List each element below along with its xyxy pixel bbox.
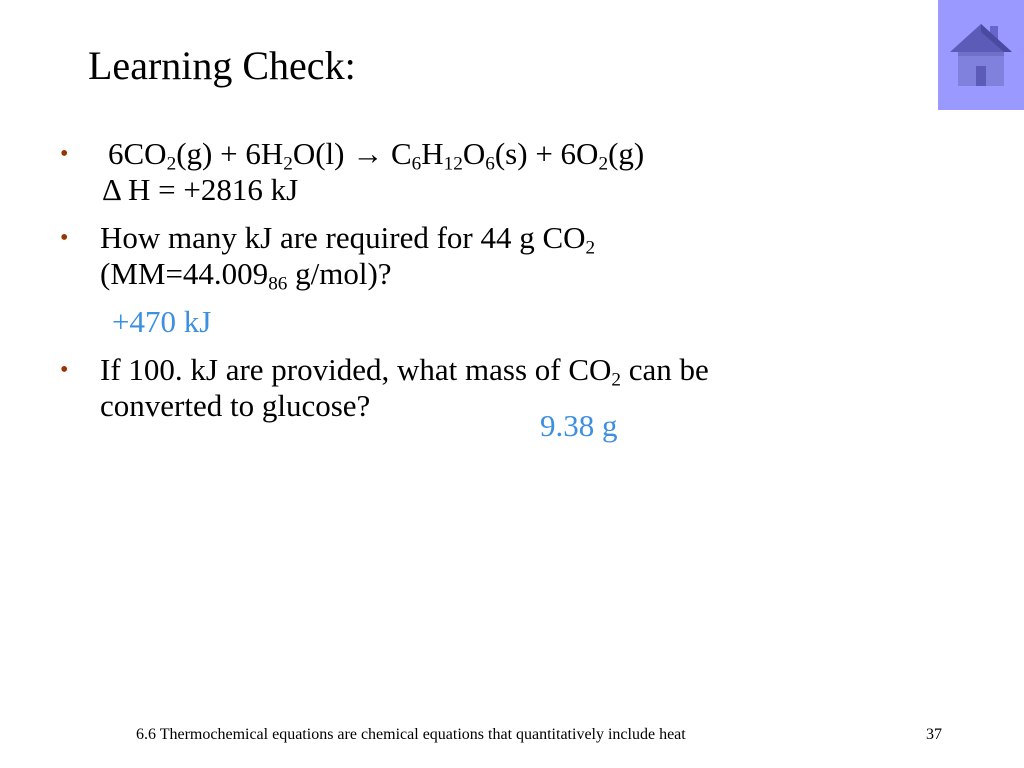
question-2-line-1: If 100. kJ are provided, what mass of $CO_2$ can be	[100, 352, 709, 391]
question-1-line-2: ($MM=44.009_{86}$ g/mol)?	[100, 256, 392, 295]
answer-1: +470 kJ	[112, 304, 212, 339]
home-icon	[948, 20, 1014, 88]
slide-title: Learning Check:	[88, 43, 356, 88]
enthalpy-change: Δ H = +2816 kJ	[102, 172, 299, 207]
answer-2: 9.38 g	[540, 408, 618, 443]
question-2-line-2: converted to glucose?	[100, 388, 371, 423]
home-button[interactable]	[938, 0, 1024, 110]
page-number: 37	[926, 726, 942, 743]
reaction-equation: $6CO_2(g) + 6H_2O(l) \to C_6H_{12}O_6(s) + 6O_2(g)$	[108, 136, 645, 175]
bullet-marker: •	[60, 225, 69, 251]
footer-caption: 6.6 Thermochemical equations are chemical equations that quantitatively include heat	[136, 726, 686, 743]
bullet-marker: •	[60, 141, 69, 167]
question-1-line-1: How many kJ are required for 44 g $CO_2$	[100, 220, 596, 259]
bullet-marker: •	[60, 357, 69, 383]
